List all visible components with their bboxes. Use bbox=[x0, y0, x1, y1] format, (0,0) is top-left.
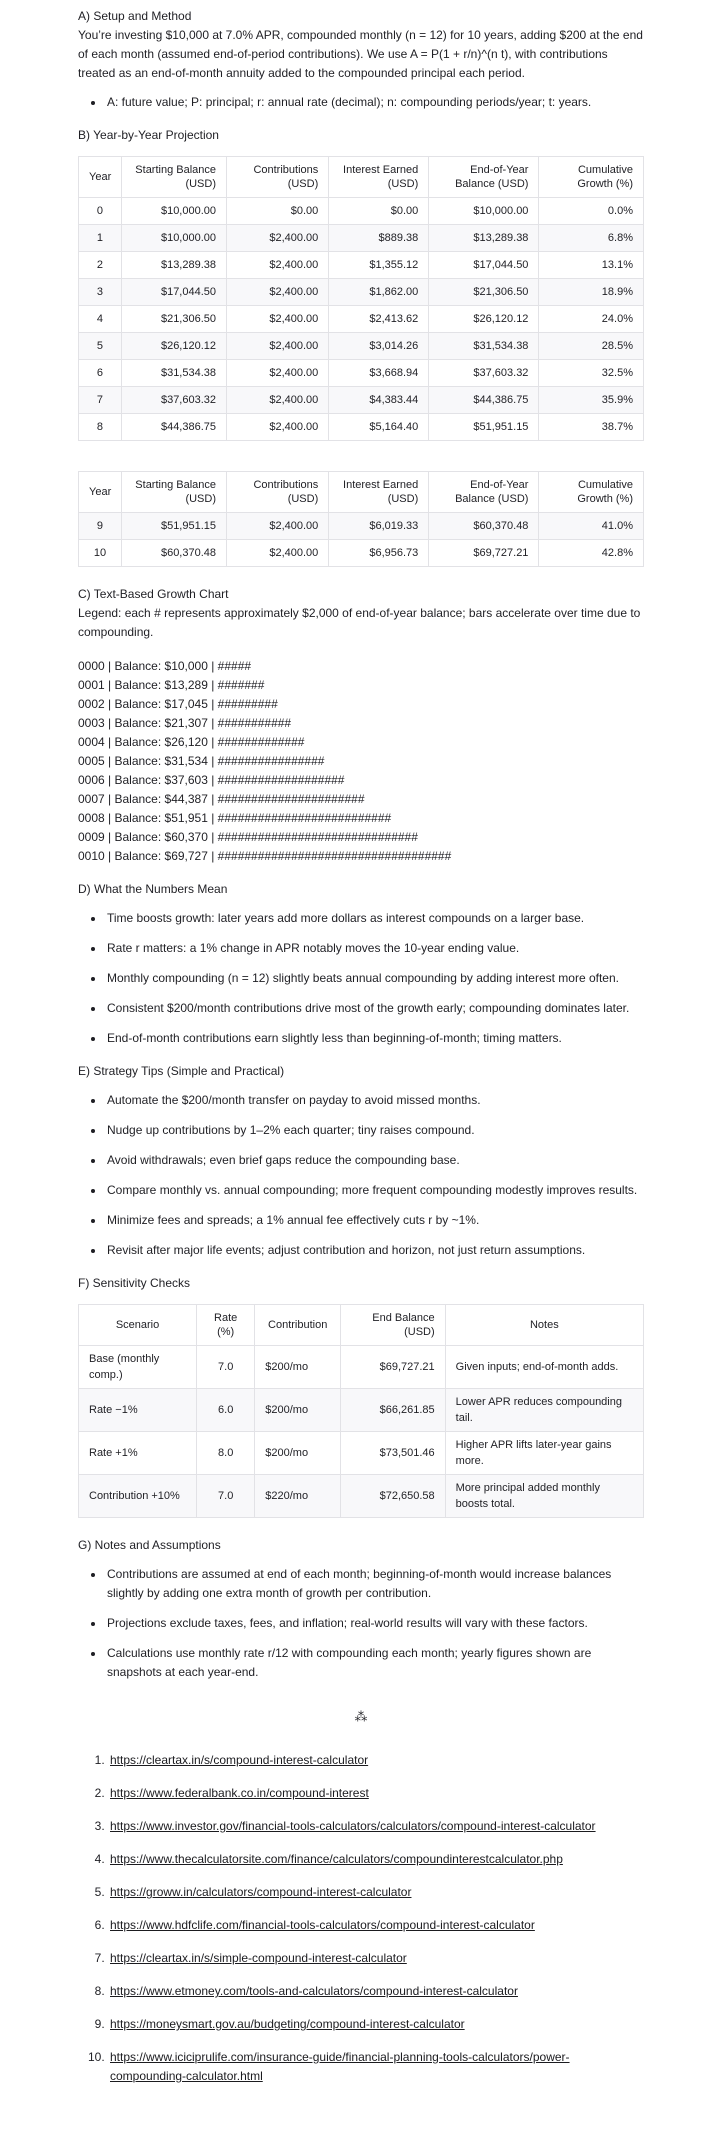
citation-item bbox=[108, 1784, 644, 1803]
chart-line: 0008 | Balance: $51,951 | ########################## bbox=[78, 811, 392, 825]
table-header-row bbox=[79, 1305, 644, 1346]
table-cell: $73,501.46 bbox=[341, 1432, 446, 1475]
citation-link[interactable]: https://www.etmoney.com/tools-and-calculators/compound-interest-calculator bbox=[110, 1984, 518, 1998]
table-cell: More principal added monthly boosts total. bbox=[445, 1475, 643, 1518]
table-cell: $66,261.85 bbox=[341, 1389, 446, 1432]
bullet-item: • Compare monthly vs. annual compounding; more frequent compounding modestly improves results. bbox=[105, 1181, 644, 1200]
citation-item bbox=[108, 2015, 644, 2034]
table-cell: $200/mo bbox=[255, 1432, 341, 1475]
table-cell: $10,000.00 bbox=[429, 198, 539, 225]
column-header: Interest Earned (USD) bbox=[329, 157, 429, 198]
citation-link[interactable]: https://moneysmart.gov.au/budgeting/compound-interest-calculator bbox=[110, 2017, 465, 2031]
citation-link[interactable]: https://groww.in/calculators/compound-interest-calculator bbox=[110, 1885, 412, 1899]
bullet-item: • End-of-month contributions earn slightly less than beginning-of-month; timing matters. bbox=[105, 1029, 644, 1048]
column-header: Contributions (USD) bbox=[227, 472, 329, 513]
table-cell: $21,306.50 bbox=[121, 306, 226, 333]
table-row bbox=[79, 252, 644, 279]
chart-line: 0001 | Balance: $13,289 | ####### bbox=[78, 678, 265, 692]
table-cell: $26,120.12 bbox=[429, 306, 539, 333]
table-cell: $4,383.44 bbox=[329, 387, 429, 414]
citation-item bbox=[108, 2048, 644, 2086]
bullet-item: • Avoid withdrawals; even brief gaps reduce the compounding base. bbox=[105, 1151, 644, 1170]
table-cell: Rate −1% bbox=[79, 1389, 197, 1432]
table-cell: $2,400.00 bbox=[227, 333, 329, 360]
table-cell: $5,164.40 bbox=[329, 414, 429, 441]
table-cell: $31,534.38 bbox=[429, 333, 539, 360]
bullet-item: • A: future value; P: principal; r: annual rate (decimal); n: compounding periods/year; t: years. bbox=[105, 93, 644, 112]
bullet-item: • Nudge up contributions by 1–2% each quarter; tiny raises compound. bbox=[105, 1121, 644, 1140]
table-header-row bbox=[79, 157, 644, 198]
table-cell: 24.0% bbox=[539, 306, 644, 333]
section-a-heading: A) Setup and Method bbox=[78, 9, 192, 23]
table-cell: Given inputs; end-of-month adds. bbox=[445, 1346, 643, 1389]
table-cell: Rate +1% bbox=[79, 1432, 197, 1475]
citation-link[interactable]: https://www.hdfclife.com/financial-tools-calculators/compound-interest-calculator bbox=[110, 1918, 535, 1932]
table-row bbox=[79, 306, 644, 333]
citation-link[interactable]: https://cleartax.in/s/compound-interest-calculator bbox=[110, 1753, 369, 1767]
data-table bbox=[78, 471, 644, 567]
table-cell: 28.5% bbox=[539, 333, 644, 360]
column-header: Contribution bbox=[255, 1305, 341, 1346]
table-cell: $17,044.50 bbox=[121, 279, 226, 306]
table-cell: $0.00 bbox=[329, 198, 429, 225]
column-header: Starting Balance (USD) bbox=[121, 157, 226, 198]
table-cell: $2,400.00 bbox=[227, 252, 329, 279]
table-cell: 6 bbox=[79, 360, 122, 387]
table-cell: 8 bbox=[79, 414, 122, 441]
column-header: Contributions (USD) bbox=[227, 157, 329, 198]
bullet-item: • Rate r matters: a 1% change in APR notably moves the 10-year ending value. bbox=[105, 939, 644, 958]
chart-line: 0003 | Balance: $21,307 | ########### bbox=[78, 716, 292, 730]
section-b-heading: B) Year-by-Year Projection bbox=[78, 128, 219, 142]
section-d-heading: D) What the Numbers Mean bbox=[78, 882, 228, 896]
chart-line: 0000 | Balance: $10,000 | ##### bbox=[78, 659, 252, 673]
section-f-heading: F) Sensitivity Checks bbox=[78, 1276, 191, 1290]
table-cell: $889.38 bbox=[329, 225, 429, 252]
table-cell: $13,289.38 bbox=[429, 225, 539, 252]
bullet-item: • Projections exclude taxes, fees, and inflation; real-world results will vary with these factors. bbox=[105, 1614, 644, 1633]
table-cell: $2,400.00 bbox=[227, 225, 329, 252]
table-cell: $44,386.75 bbox=[121, 414, 226, 441]
table-cell: 35.9% bbox=[539, 387, 644, 414]
table-cell: $200/mo bbox=[255, 1346, 341, 1389]
citation-item bbox=[108, 1883, 644, 1902]
asterism-divider: ⁂ bbox=[354, 1710, 368, 1725]
table-cell: Contribution +10% bbox=[79, 1475, 197, 1518]
table-cell: $200/mo bbox=[255, 1389, 341, 1432]
table-row bbox=[79, 279, 644, 306]
section-g-heading: G) Notes and Assumptions bbox=[78, 1538, 221, 1552]
table-cell: $2,400.00 bbox=[227, 414, 329, 441]
citation-item bbox=[108, 1982, 644, 2001]
strategy-tips-list bbox=[78, 1091, 644, 1260]
table-row bbox=[79, 1346, 644, 1389]
table-cell: $3,014.26 bbox=[329, 333, 429, 360]
table-row bbox=[79, 198, 644, 225]
table-cell: 5 bbox=[79, 333, 122, 360]
bullet-item: • Minimize fees and spreads; a 1% annual fee effectively cuts r by ~1%. bbox=[105, 1211, 644, 1230]
chart-legend: Legend: each # represents approximately $2,000 of end-of-year balance; bars accelerate over time due to compounding. bbox=[78, 606, 641, 639]
citation-list bbox=[78, 1751, 644, 2086]
table-cell: $1,862.00 bbox=[329, 279, 429, 306]
projection-table-years-0-8 bbox=[78, 156, 644, 441]
column-header: Rate (%) bbox=[197, 1305, 255, 1346]
table-cell: 0.0% bbox=[539, 198, 644, 225]
column-header: Year bbox=[79, 157, 122, 198]
table-cell: 3 bbox=[79, 279, 122, 306]
formula-definitions-list bbox=[78, 93, 644, 112]
column-header: Interest Earned (USD) bbox=[329, 472, 429, 513]
table-cell: $6,019.33 bbox=[329, 513, 429, 540]
table-row bbox=[79, 540, 644, 567]
bullet-item: • Time boosts growth: later years add more dollars as interest compounds on a larger base. bbox=[105, 909, 644, 928]
table-row bbox=[79, 1475, 644, 1518]
table-cell: $0.00 bbox=[227, 198, 329, 225]
table-cell: $2,400.00 bbox=[227, 513, 329, 540]
table-cell: $10,000.00 bbox=[121, 198, 226, 225]
table-cell: Higher APR lifts later-year gains more. bbox=[445, 1432, 643, 1475]
table-cell: $1,355.12 bbox=[329, 252, 429, 279]
table-cell: 0 bbox=[79, 198, 122, 225]
citation-item bbox=[108, 1850, 644, 1869]
bullet-item: • Calculations use monthly rate r/12 with compounding each month; yearly figures shown are snapshots at each year-end. bbox=[105, 1644, 644, 1682]
table-cell: 38.7% bbox=[539, 414, 644, 441]
bullet-item: • Contributions are assumed at end of each month; beginning-of-month would increase balances slightly by adding one extra month of growth per contribution. bbox=[105, 1565, 644, 1603]
chart-line: 0010 | Balance: $69,727 | ################################### bbox=[78, 849, 452, 863]
setup-paragraph: You’re investing $10,000 at 7.0% APR, compounded monthly (n = 12) for 10 years, adding $200 at the end of each month (assumed end-of-period contributions). We use A = P(1 + r/n)^(n t), with contributions treated as an end-of-month annuity added to the compounded principal each period. bbox=[78, 28, 643, 80]
bullet-item: • Revisit after major life events; adjust contribution and horizon, not just return assumptions. bbox=[105, 1241, 644, 1260]
table-cell: 9 bbox=[79, 513, 122, 540]
table-cell: $13,289.38 bbox=[121, 252, 226, 279]
bullet-item: • Automate the $200/month transfer on payday to avoid missed months. bbox=[105, 1091, 644, 1110]
notes-assumptions-list bbox=[78, 1565, 644, 1682]
table-row bbox=[79, 414, 644, 441]
table-cell: 7.0 bbox=[197, 1346, 255, 1389]
numbers-meaning-list bbox=[78, 909, 644, 1048]
table-cell: 10 bbox=[79, 540, 122, 567]
projection-table-years-9-10 bbox=[78, 471, 644, 567]
column-header: Cumulative Growth (%) bbox=[539, 157, 644, 198]
table-cell: $37,603.32 bbox=[121, 387, 226, 414]
table-cell: $2,400.00 bbox=[227, 387, 329, 414]
table-cell: $26,120.12 bbox=[121, 333, 226, 360]
table-cell: Lower APR reduces compounding tail. bbox=[445, 1389, 643, 1432]
table-cell: $60,370.48 bbox=[121, 540, 226, 567]
table-cell: 4 bbox=[79, 306, 122, 333]
citation-link[interactable]: https://cleartax.in/s/simple-compound-interest-calculator bbox=[110, 1951, 407, 1965]
citation-link[interactable]: https://www.federalbank.co.in/compound-interest bbox=[110, 1786, 369, 1800]
table-cell: $2,400.00 bbox=[227, 360, 329, 387]
citation-link[interactable]: https://www.investor.gov/financial-tools-calculators/calculators/compound-interest-calculator bbox=[110, 1819, 596, 1833]
section-e-heading: E) Strategy Tips (Simple and Practical) bbox=[78, 1064, 285, 1078]
table-cell: $37,603.32 bbox=[429, 360, 539, 387]
chart-line: 0007 | Balance: $44,387 | ###################### bbox=[78, 792, 365, 806]
table-row bbox=[79, 1389, 644, 1432]
table-cell: 18.9% bbox=[539, 279, 644, 306]
table-cell: 2 bbox=[79, 252, 122, 279]
table-cell: $21,306.50 bbox=[429, 279, 539, 306]
table-row bbox=[79, 513, 644, 540]
table-cell: $2,400.00 bbox=[227, 279, 329, 306]
table-cell: $220/mo bbox=[255, 1475, 341, 1518]
column-header: Starting Balance (USD) bbox=[121, 472, 226, 513]
table-cell: 42.8% bbox=[539, 540, 644, 567]
table-row bbox=[79, 1432, 644, 1475]
table-cell: $17,044.50 bbox=[429, 252, 539, 279]
table-cell: 41.0% bbox=[539, 513, 644, 540]
citation-item bbox=[108, 1751, 644, 1770]
ascii-growth-chart bbox=[78, 657, 644, 866]
column-header: End-of-Year Balance (USD) bbox=[429, 157, 539, 198]
table-cell: 7.0 bbox=[197, 1475, 255, 1518]
column-header: Cumulative Growth (%) bbox=[539, 472, 644, 513]
table-cell: $2,400.00 bbox=[227, 306, 329, 333]
chart-line: 0002 | Balance: $17,045 | ######### bbox=[78, 697, 278, 711]
bullet-item: • Monthly compounding (n = 12) slightly beats annual compounding by adding interest more often. bbox=[105, 969, 644, 988]
data-table bbox=[78, 1304, 644, 1518]
table-cell: $2,413.62 bbox=[329, 306, 429, 333]
citation-item bbox=[108, 1949, 644, 1968]
citation-item bbox=[108, 1817, 644, 1836]
table-cell: 8.0 bbox=[197, 1432, 255, 1475]
table-cell: 32.5% bbox=[539, 360, 644, 387]
citation-link[interactable]: https://www.iciciprulife.com/insurance-guide/financial-planning-tools-calculators/power-compounding-calculator.html bbox=[110, 2050, 570, 2083]
column-header: End Balance (USD) bbox=[341, 1305, 446, 1346]
chart-line: 0004 | Balance: $26,120 | ############# bbox=[78, 735, 305, 749]
citation-item bbox=[108, 1916, 644, 1935]
sensitivity-table bbox=[78, 1304, 644, 1518]
bullet-item: • Consistent $200/month contributions drive most of the growth early; compounding dominates later. bbox=[105, 999, 644, 1018]
table-cell: 6.8% bbox=[539, 225, 644, 252]
citation-link[interactable]: https://www.thecalculatorsite.com/finance/calculators/compoundinterestcalculator.php bbox=[110, 1852, 563, 1866]
table-row bbox=[79, 225, 644, 252]
table-cell: $3,668.94 bbox=[329, 360, 429, 387]
section-c-heading: C) Text-Based Growth Chart bbox=[78, 587, 229, 601]
column-header: Notes bbox=[445, 1305, 643, 1346]
table-cell: 7 bbox=[79, 387, 122, 414]
column-header: Scenario bbox=[79, 1305, 197, 1346]
table-row bbox=[79, 333, 644, 360]
table-cell: $51,951.15 bbox=[121, 513, 226, 540]
data-table bbox=[78, 156, 644, 441]
table-cell: $2,400.00 bbox=[227, 540, 329, 567]
table-cell: $6,956.73 bbox=[329, 540, 429, 567]
chart-line: 0006 | Balance: $37,603 | ################### bbox=[78, 773, 345, 787]
column-header: End-of-Year Balance (USD) bbox=[429, 472, 539, 513]
table-cell: $60,370.48 bbox=[429, 513, 539, 540]
table-cell: 1 bbox=[79, 225, 122, 252]
table-cell: Base (monthly comp.) bbox=[79, 1346, 197, 1389]
table-cell: $44,386.75 bbox=[429, 387, 539, 414]
table-cell: $31,534.38 bbox=[121, 360, 226, 387]
table-header-row bbox=[79, 472, 644, 513]
chart-line: 0005 | Balance: $31,534 | ################ bbox=[78, 754, 325, 768]
table-cell: $69,727.21 bbox=[429, 540, 539, 567]
column-header: Year bbox=[79, 472, 122, 513]
table-cell: 13.1% bbox=[539, 252, 644, 279]
table-cell: 6.0 bbox=[197, 1389, 255, 1432]
chart-line: 0009 | Balance: $60,370 | ############################## bbox=[78, 830, 418, 844]
table-row bbox=[79, 387, 644, 414]
table-cell: $51,951.15 bbox=[429, 414, 539, 441]
table-cell: $72,650.58 bbox=[341, 1475, 446, 1518]
table-cell: $69,727.21 bbox=[341, 1346, 446, 1389]
table-cell: $10,000.00 bbox=[121, 225, 226, 252]
table-row bbox=[79, 360, 644, 387]
